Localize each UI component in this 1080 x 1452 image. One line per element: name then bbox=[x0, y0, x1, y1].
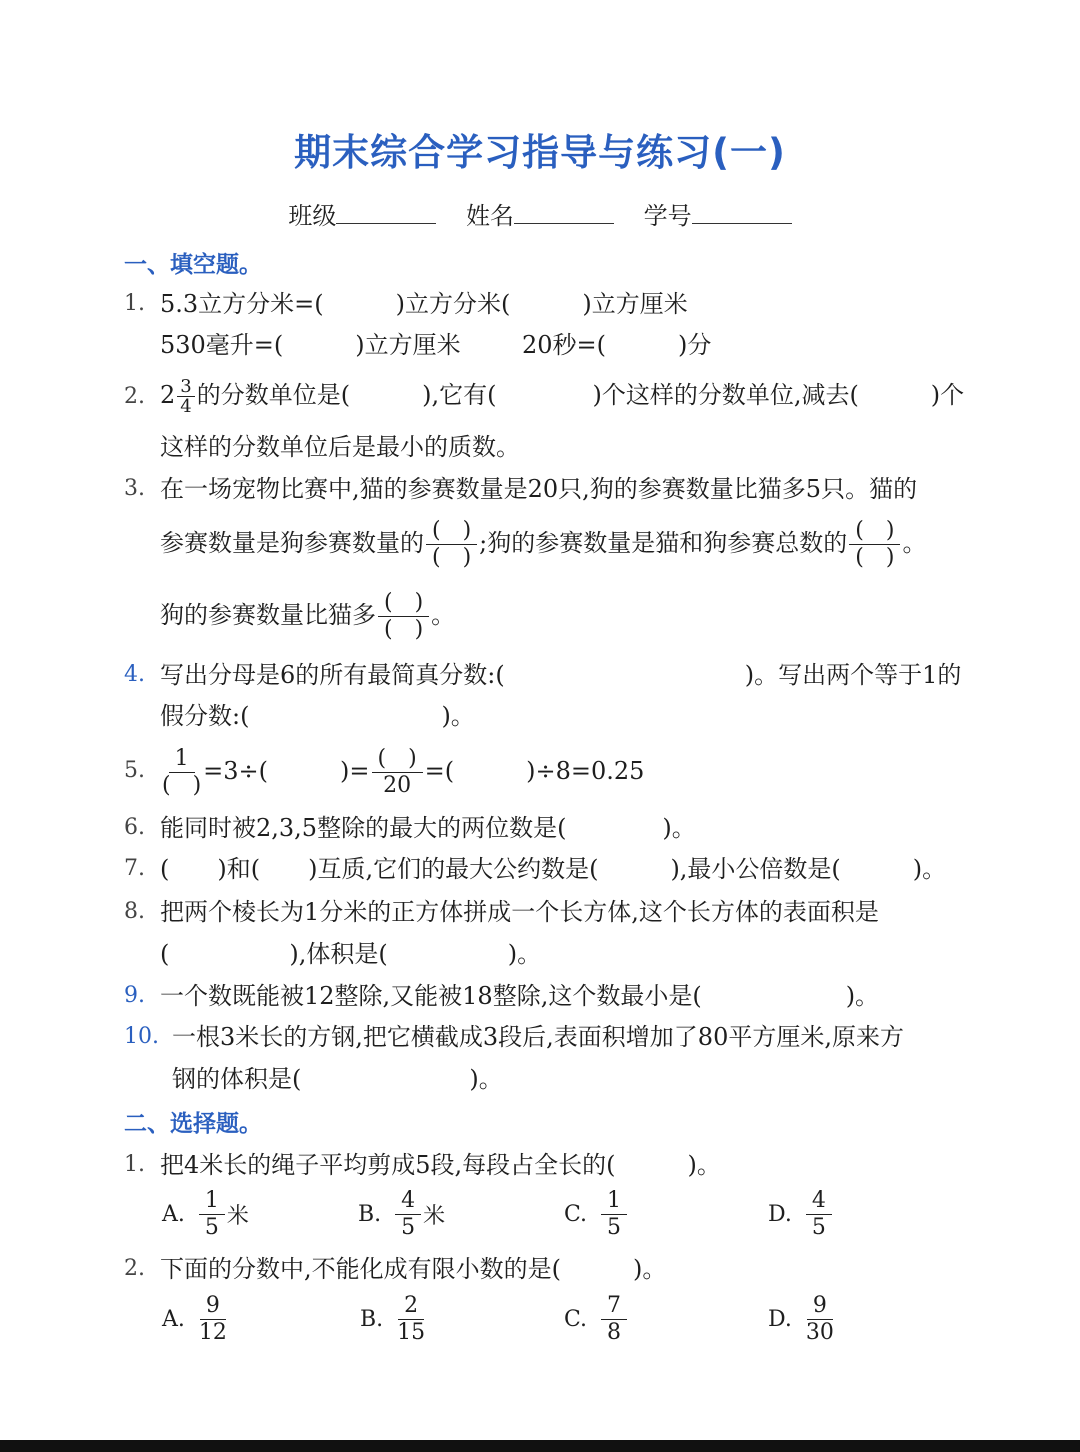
q3-fraction-3[interactable]: $\frac{( )}{( )}$ bbox=[378, 590, 429, 643]
q2-whole: 2 bbox=[160, 381, 176, 409]
id-label: 学号 bbox=[643, 202, 692, 230]
q5-fraction-1[interactable]: $\frac{1}{( )}$ bbox=[162, 746, 202, 798]
c1-number: 1. bbox=[124, 1152, 145, 1177]
q5-number: 5. bbox=[124, 758, 145, 783]
q4-line2: 假分数:( )。 bbox=[160, 702, 475, 730]
c1-option-b[interactable]: B. $\frac{4}{5}$ 米 bbox=[358, 1188, 446, 1240]
c2-option-c[interactable]: C. $\frac{7}{8}$ bbox=[564, 1293, 629, 1346]
q5-line: $\frac{1}{( )}$ =3÷( )= $\frac{( )}{20}$ =( )÷8=0.25 bbox=[162, 746, 645, 798]
q2-line1: 2 $\frac{3}{4}$ 的分数单位是( ),它有( )个这样的分数单位,减去( )个 bbox=[160, 376, 965, 417]
section-fill-title: 一、填空题。 bbox=[124, 252, 262, 278]
name-label: 姓名 bbox=[466, 202, 514, 230]
c2-question: 下面的分数中,不能化成有限小数的是( )。 bbox=[160, 1255, 667, 1283]
q4-line1: 写出分母是6的所有最简真分数:( )。写出两个等于1的 bbox=[160, 661, 962, 689]
q10-line2: 钢的体积是( )。 bbox=[172, 1065, 503, 1093]
q5-fraction-2[interactable]: $\frac{( )}{20}$ bbox=[372, 746, 423, 799]
q10-number: 10. bbox=[124, 1024, 159, 1049]
q6-number: 6. bbox=[124, 815, 145, 840]
q9-line: 一个数既能被12整除,又能被18整除,这个数最小是( )。 bbox=[160, 982, 880, 1010]
q2-line2: 这样的分数单位后是最小的质数。 bbox=[160, 433, 520, 461]
c2-option-d[interactable]: D. $\frac{9}{30}$ bbox=[768, 1293, 834, 1345]
q1-line2b: 20秒=( )分 bbox=[522, 331, 712, 359]
q1-line1: 5.3立方分米=( )立方分米( )立方厘米 bbox=[160, 290, 688, 318]
c1-option-a[interactable]: A. $\frac{1}{5}$ 米 bbox=[162, 1188, 249, 1240]
q2-fraction: $\frac{3}{4}$ bbox=[177, 377, 194, 416]
section-choice-title: 二、选择题。 bbox=[124, 1111, 262, 1137]
q3-line2: 参赛数量是狗参赛数量的 $\frac{( )}{( )}$ ;狗的参赛数量是猫和狗参赛总数的 $\frac{( )}{( )}$ 。 bbox=[160, 518, 927, 570]
q3-fraction-1[interactable]: $\frac{( )}{( )}$ bbox=[426, 518, 477, 571]
class-label: 班级 bbox=[288, 202, 337, 230]
q9-number: 9. bbox=[124, 983, 145, 1008]
q4-number: 4. bbox=[124, 662, 145, 687]
q3-line1: 在一场宠物比赛中,猫的参赛数量是20只,狗的参赛数量比猫多5只。猫的 bbox=[160, 475, 918, 503]
q3-fraction-2[interactable]: $\frac{( )}{( )}$ bbox=[849, 518, 900, 571]
q8-number: 8. bbox=[124, 899, 145, 924]
id-blank[interactable] bbox=[692, 203, 792, 224]
q1-line2a: 530毫升=( )立方厘米 bbox=[160, 331, 461, 359]
page-title: 期末综合学习指导与练习(一) bbox=[294, 131, 786, 174]
q6-line: 能同时被2,3,5整除的最大的两位数是( )。 bbox=[160, 814, 696, 842]
q10-line1: 一根3米长的方钢,把它横截成3段后,表面积增加了80平方厘米,原来方 bbox=[172, 1023, 904, 1051]
q2-number: 2. bbox=[124, 384, 145, 409]
q8-line2: ( ),体积是( )。 bbox=[160, 940, 542, 968]
name-blank[interactable] bbox=[514, 203, 614, 224]
q7-line: ( )和( )互质,它们的最大公约数是( ),最小公倍数是( )。 bbox=[160, 855, 947, 883]
bottom-edge-bar bbox=[0, 1440, 1080, 1452]
c1-option-d[interactable]: D. $\frac{4}{5}$ bbox=[768, 1188, 834, 1241]
q1-number: 1. bbox=[124, 291, 145, 316]
c1-question: 把4米长的绳子平均剪成5段,每段占全长的( )。 bbox=[160, 1151, 721, 1179]
student-info-line bbox=[0, 196, 1080, 231]
c2-option-a[interactable]: A. $\frac{9}{12}$ bbox=[162, 1293, 227, 1345]
q7-number: 7. bbox=[124, 856, 145, 881]
q3-line3: 狗的参赛数量比猫多 $\frac{( )}{( )}$ 。 bbox=[160, 590, 456, 642]
c2-number: 2. bbox=[124, 1256, 145, 1281]
c2-option-b[interactable]: B. $\frac{2}{15}$ bbox=[360, 1293, 426, 1345]
c1-option-c[interactable]: C. $\frac{1}{5}$ bbox=[564, 1188, 629, 1241]
q8-line1: 把两个棱长为1分米的正方体拼成一个长方体,这个长方体的表面积是 bbox=[160, 898, 879, 926]
class-blank[interactable] bbox=[336, 203, 436, 224]
q3-number: 3. bbox=[124, 476, 145, 501]
